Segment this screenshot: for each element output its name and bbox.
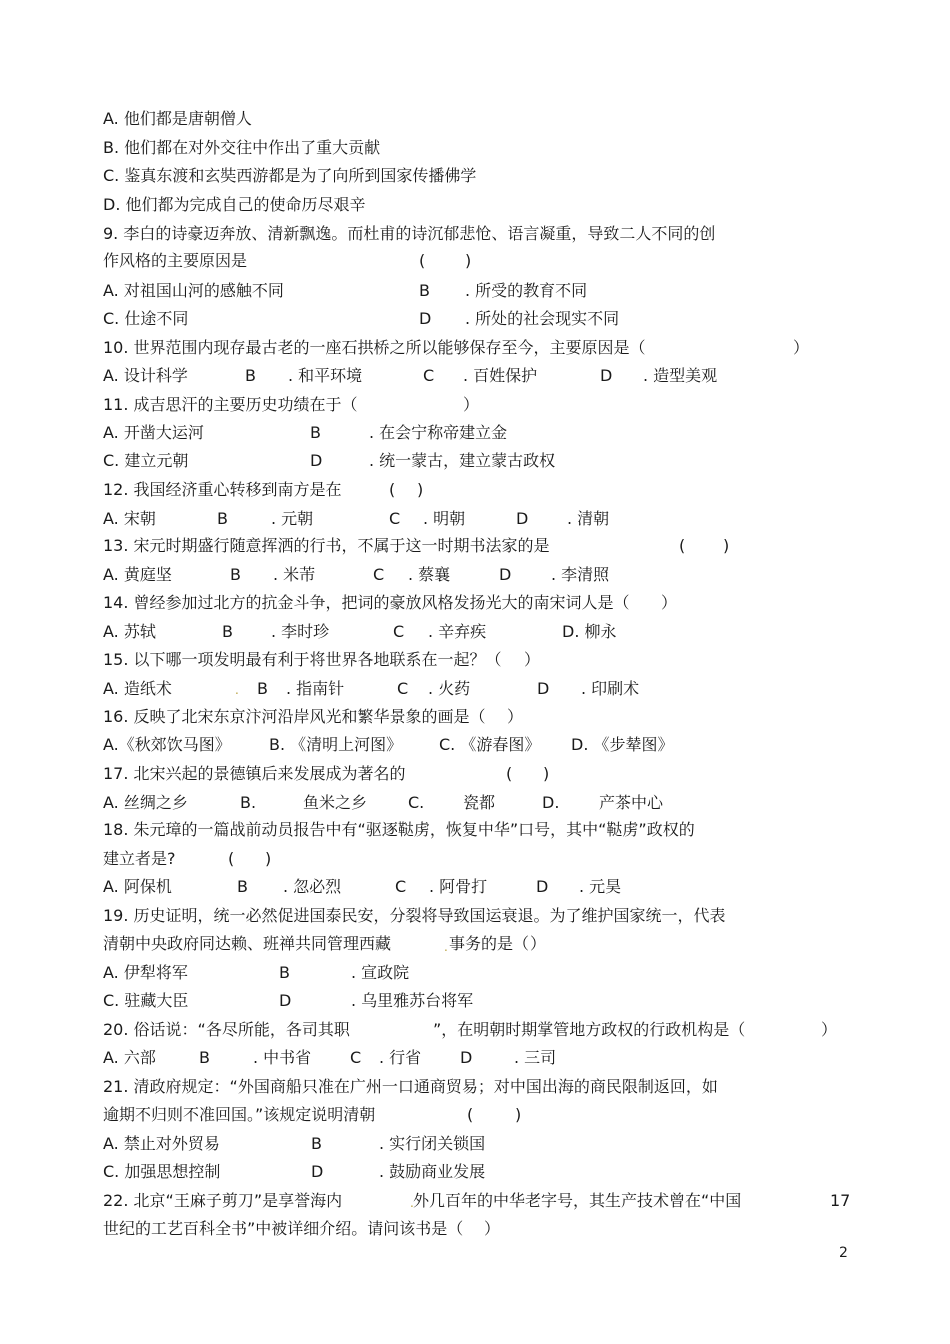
text-segment: 9. 李白的诗豪迈奔放、清新飘逸。而杜甫的诗沉郁悲怆、语言凝重，导致二人不同的创 — [103, 224, 716, 243]
text-segment: A. 丝绸之乡 — [103, 793, 188, 812]
text-segment: B — [245, 366, 256, 385]
text-segment: ) — [543, 764, 550, 783]
text-segment: D — [537, 679, 550, 698]
text-segment: . 米芾 — [273, 565, 316, 584]
text-segment: C — [397, 679, 409, 698]
text-segment: 逾期不归则不准回国。”该规定说明清朝 — [103, 1105, 376, 1124]
text-segment: . 阿骨打 — [429, 877, 488, 896]
text-segment: 10. 世界范围内现存最古老的一座石拱桥之所以能够保存至今，主要原因是（ — [103, 338, 646, 357]
text-segment: . 百姓保护 — [463, 366, 538, 385]
text-segment: 产茶中心 — [599, 793, 664, 812]
scan-artifact-dot: . — [444, 940, 448, 954]
text-segment: ( — [419, 251, 426, 270]
text-segment: C — [350, 1048, 362, 1067]
text-segment: A. 开凿大运河 — [103, 423, 204, 442]
text-segment: . 李时珍 — [271, 622, 330, 641]
text-segment: ( — [467, 1105, 474, 1124]
text-segment: A. 阿保机 — [103, 877, 172, 896]
text-segment: . 和平环境 — [288, 366, 363, 385]
text-segment: ( — [506, 764, 513, 783]
text-segment: B — [237, 877, 248, 896]
text-segment: . 所处的社会现实不同 — [465, 309, 620, 328]
text-segment: 瓷都 — [463, 793, 496, 812]
text-segment: 事务的是（ — [449, 934, 530, 953]
text-segment: A. 六部 — [103, 1048, 156, 1067]
text-segment: C. 仕途不同 — [103, 309, 189, 328]
text-segment: 鱼米之乡 — [303, 793, 368, 812]
text-segment: ( — [389, 480, 396, 499]
page-number: 2 — [839, 1245, 848, 1261]
text-segment: ） — [507, 707, 524, 726]
text-segment: C. 《游春图》 — [439, 735, 541, 754]
text-segment: 17. 北宋兴起的景德镇后来发展成为著名的 — [103, 764, 406, 783]
text-segment: A. 黄庭坚 — [103, 565, 172, 584]
text-segment: . 印刷术 — [581, 679, 640, 698]
text-segment: C — [393, 622, 405, 641]
text-segment: B — [310, 423, 321, 442]
text-segment: B — [222, 622, 233, 641]
text-segment: B — [199, 1048, 210, 1067]
text-segment: D — [419, 309, 432, 328]
text-segment: 14. 曾经参加过北方的抗金斗争，把词的豪放风格发扬光大的南宋词人是（ — [103, 593, 630, 612]
text-segment: ) — [723, 536, 730, 555]
text-segment: . 统一蒙古，建立蒙古政权 — [369, 451, 556, 470]
text-segment: A. 设计科学 — [103, 366, 188, 385]
text-segment: ） — [530, 934, 547, 953]
text-segment: . 中书省 — [253, 1048, 312, 1067]
text-segment: B — [311, 1134, 322, 1153]
text-segment: B — [419, 281, 430, 300]
text-segment: C. 加强思想控制 — [103, 1162, 221, 1181]
text-segment: C — [389, 509, 401, 528]
text-segment: 20. 俗话说：“各尽所能，各司其职 — [103, 1020, 350, 1039]
text-segment: . 李清照 — [551, 565, 610, 584]
text-segment: A. 造纸术 — [103, 679, 172, 698]
text-segment: . 乌里雅苏台将军 — [351, 991, 474, 1010]
text-segment: . 元昊 — [579, 877, 622, 896]
text-segment: 17 — [830, 1191, 851, 1210]
text-segment: B — [257, 679, 268, 698]
text-segment: . 三司 — [514, 1048, 557, 1067]
text-segment: 世纪的工艺百科全书”中被详细介绍。请问该书是（ — [103, 1219, 464, 1238]
text-segment: . 指南针 — [286, 679, 345, 698]
text-segment: . 在会宁称帝建立金 — [369, 423, 508, 442]
scan-artifact-dot: . — [235, 683, 239, 697]
text-segment: ） — [484, 1219, 501, 1238]
text-segment: A. 禁止对外贸易 — [103, 1134, 220, 1153]
text-segment: ( — [679, 536, 686, 555]
text-segment: B. 《清明上河图》 — [269, 735, 403, 754]
text-segment: . 火药 — [428, 679, 471, 698]
text-segment: . 清朝 — [567, 509, 610, 528]
text-segment: D — [460, 1048, 473, 1067]
text-segment: D — [516, 509, 529, 528]
text-segment: B — [217, 509, 228, 528]
text-segment: D — [600, 366, 613, 385]
text-segment: ） — [793, 338, 810, 357]
text-segment: . 鼓励商业发展 — [379, 1162, 486, 1181]
text-segment: ( — [228, 849, 235, 868]
text-segment: 13. 宋元时期盛行随意挥洒的行书，不属于这一时期书法家的是 — [103, 536, 550, 555]
text-segment: B. 他们都在对外交往中作出了重大贡献 — [103, 138, 381, 157]
text-segment: ） — [463, 395, 480, 414]
text-segment: 外几百年的中华老字号，其生产技术曾在“中国 — [413, 1191, 742, 1210]
text-segment: D. 他们都为完成自己的使命历尽艰辛 — [103, 195, 366, 214]
scan-artifact-dot: . — [410, 1196, 414, 1210]
text-segment: ） — [661, 593, 678, 612]
text-segment: 11. 成吉思汗的主要历史功绩在于（ — [103, 395, 358, 414]
text-segment: 清朝中央政府同达赖、班禅共同管理西藏 — [103, 934, 392, 953]
text-segment: D. 柳永 — [562, 622, 617, 641]
text-segment: A. 他们都是唐朝僧人 — [103, 109, 252, 128]
text-segment: ) — [265, 849, 272, 868]
text-segment: D — [310, 451, 323, 470]
text-segment: D — [311, 1162, 324, 1181]
text-segment: ) — [515, 1105, 522, 1124]
text-segment: 15. 以下哪一项发明最有利于将世界各地联系在一起？（ — [103, 650, 502, 669]
text-segment: . 宣政院 — [351, 963, 410, 982]
text-segment: C — [395, 877, 407, 896]
text-segment: A. 宋朝 — [103, 509, 156, 528]
text-segment: D — [279, 991, 292, 1010]
text-segment: B. — [240, 793, 257, 812]
text-segment: A. 伊犁将军 — [103, 963, 188, 982]
text-segment: B — [230, 565, 241, 584]
text-segment: . 忽必烈 — [283, 877, 342, 896]
text-segment: C — [423, 366, 435, 385]
text-segment: . 造型美观 — [643, 366, 718, 385]
text-segment: . 辛弃疾 — [428, 622, 487, 641]
text-segment: C. — [408, 793, 425, 812]
text-segment: B — [279, 963, 290, 982]
text-segment: C — [373, 565, 385, 584]
text-segment: C. 驻藏大臣 — [103, 991, 189, 1010]
text-segment: 18. 朱元璋的一篇战前动员报告中有“驱逐鞑虏，恢复中华”口号，其中“鞑虏”政权的 — [103, 820, 695, 839]
text-segment: ） — [524, 650, 541, 669]
text-segment: 作风格的主要原因是 — [103, 251, 248, 270]
text-segment: D. — [542, 793, 560, 812]
text-segment: ) — [465, 251, 472, 270]
text-segment: D. 《步辇图》 — [571, 735, 674, 754]
text-segment: . 所受的教育不同 — [465, 281, 588, 300]
text-segment: . 明朝 — [423, 509, 466, 528]
text-segment: 建立者是? — [103, 849, 176, 868]
text-segment: . 蔡襄 — [408, 565, 451, 584]
text-segment: 12. 我国经济重心转移到南方是在 — [103, 480, 342, 499]
text-segment: . 实行闭关锁国 — [379, 1134, 486, 1153]
text-segment: 21. 清政府规定：“外国商船只准在广州一口通商贸易；对中国出海的商民限制返回，如 — [103, 1077, 718, 1096]
text-segment: C. 建立元朝 — [103, 451, 189, 470]
text-segment: C. 鉴真东渡和玄奘西游都是为了向所到国家传播佛学 — [103, 166, 477, 185]
text-segment: ） — [821, 1020, 838, 1039]
text-segment: . 元朝 — [271, 509, 314, 528]
text-segment: ”，在明朝时期掌管地方政权的行政机构是（ — [433, 1020, 746, 1039]
text-segment: ) — [417, 480, 424, 499]
text-segment: D — [499, 565, 512, 584]
text-segment: A. 苏轼 — [103, 622, 156, 641]
text-segment: D — [536, 877, 549, 896]
text-segment: 19. 历史证明，统一必然促进国泰民安，分裂将导致国运衰退。为了维护国家统一，代表 — [103, 906, 726, 925]
text-segment: A.《秋郊饮马图》 — [103, 735, 231, 754]
text-segment: 16. 反映了北宋东京汴河沿岸风光和繁华景象的画是（ — [103, 707, 486, 726]
text-segment: A. 对祖国山河的感触不同 — [103, 281, 284, 300]
text-segment: 22. 北京“王麻子剪刀”是享誉海内 — [103, 1191, 343, 1210]
text-segment: . 行省 — [379, 1048, 422, 1067]
